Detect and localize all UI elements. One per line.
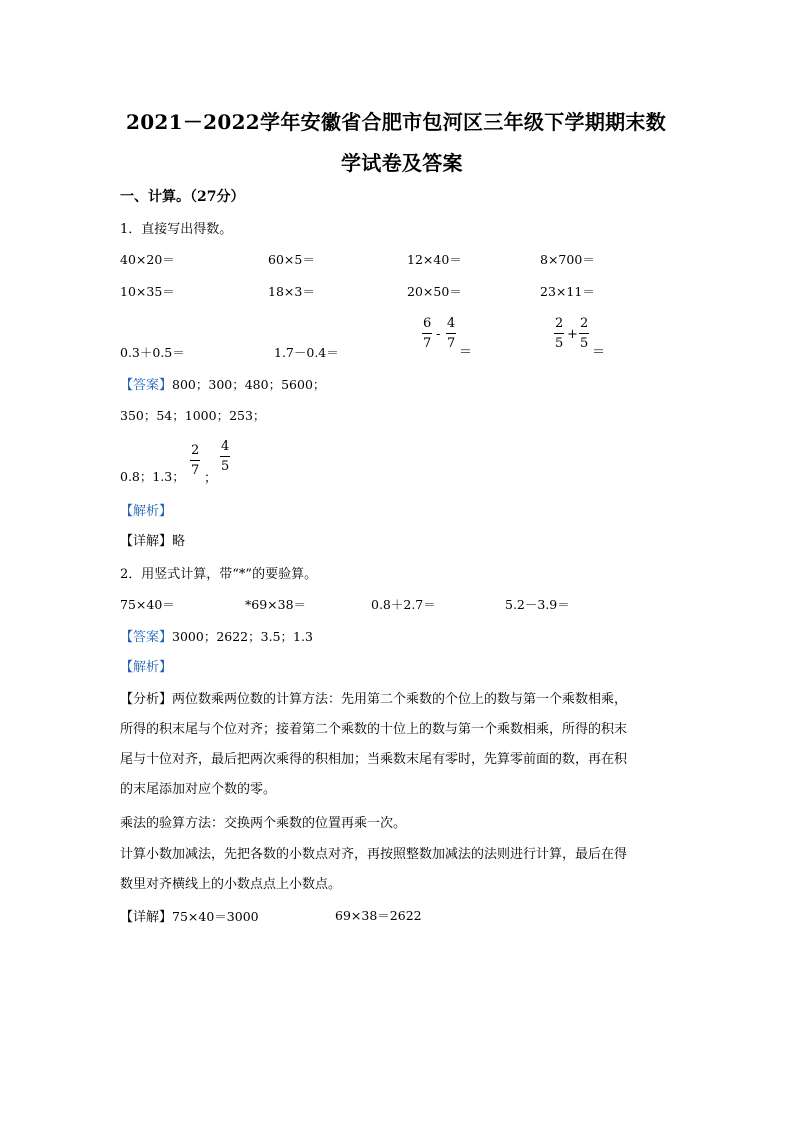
answer-fraction <box>220 440 230 473</box>
q1-answer-line1 <box>120 374 325 393</box>
denominator: 5 <box>555 336 564 351</box>
q2-fenxi-line: 尾与十位对齐，最后把两次乘得的积相加；当乘数末尾有零时，先算零前面的数，再在积 <box>120 752 628 767</box>
q2-item: *69×38＝ <box>245 597 307 612</box>
q1-r1-item: 8×700＝ <box>540 252 595 267</box>
q1-r2-item: 23×11＝ <box>540 284 595 299</box>
q1-r3-item: 0.3＋0.5＝ <box>120 345 185 360</box>
q2-detail <box>120 906 259 925</box>
q1-answer-line2: 350；54；1000；253； <box>120 408 266 423</box>
q2-item: 75×40＝ <box>120 597 175 612</box>
q2-answer <box>120 626 313 645</box>
numerator: 2 <box>580 316 589 331</box>
q1-r2-item: 10×35＝ <box>120 284 175 299</box>
q2-decimal-line: 数里对齐横线上的小数点点上小数点。 <box>120 877 342 892</box>
fenxi-tag: 【分析】 <box>120 692 173 707</box>
q1-r1-item: 60×5＝ <box>268 252 315 267</box>
q1-r2-item: 18×3＝ <box>268 284 315 299</box>
answer-text: 3000；2622；3.5；1.3 <box>172 629 313 644</box>
minus-operator: - <box>436 327 441 342</box>
q1-r3-item: 1.7－0.4＝ <box>274 345 339 360</box>
fenxi-text: 两位数乘两位数的计算方法：先用第二个乘数的个位上的数与第一个乘数相乘， <box>172 692 628 707</box>
numerator: 4 <box>221 439 230 454</box>
q2-detail-2: 69×38＝2622 <box>335 908 422 923</box>
answer-text: 800；300；480；5600； <box>172 377 326 392</box>
fraction <box>422 317 432 350</box>
numerator: 6 <box>423 316 432 331</box>
document-title-line2: 学试卷及答案 <box>341 151 463 175</box>
q2-fenxi-line <box>120 688 627 707</box>
q2-fenxi-line: 的末尾添加对应个数的零。 <box>120 782 277 797</box>
q2-item: 0.8＋2.7＝ <box>371 597 436 612</box>
numerator: 4 <box>447 316 456 331</box>
answer-tag: 【答案】 <box>120 378 173 393</box>
separator: ； <box>204 471 218 486</box>
plus-operator: + <box>567 327 578 342</box>
denominator: 7 <box>191 463 200 478</box>
equals-sign: ＝ <box>459 345 473 360</box>
q2-item: 5.2－3.9＝ <box>505 597 570 612</box>
detail-tag: 【详解】 <box>120 910 173 925</box>
equals-sign: ＝ <box>592 345 606 360</box>
numerator: 2 <box>191 443 200 458</box>
q2-check-method: 乘法的验算方法：交换两个乘数的位置再乘一次。 <box>120 816 407 831</box>
answer-tag: 【答案】 <box>120 630 173 645</box>
q1-prompt: 1．直接写出得数。 <box>120 222 233 237</box>
q2-decimal-line: 计算小数加减法，先把各数的小数点对齐，再按照整数加减法的法则进行计算，最后在得 <box>120 847 628 862</box>
section-heading: 一、计算。（27分） <box>120 189 245 205</box>
detail-tag: 【详解】 <box>120 534 173 549</box>
q1-r1-item: 12×40＝ <box>407 252 462 267</box>
document-title-line1: 2021－2022学年安徽省合肥市包河区三年级下学期期末数 <box>126 110 667 134</box>
answer-fraction <box>190 444 200 477</box>
q1-r1-item: 40×20＝ <box>120 252 175 267</box>
q1-answer-line3: 0.8；1.3； <box>120 469 185 484</box>
detail-text: 75×40＝3000 <box>172 909 259 924</box>
denominator: 7 <box>447 336 456 351</box>
q2-prompt: 2．用竖式计算，带“*”的要验算。 <box>120 567 318 582</box>
detail-text: 略 <box>172 534 186 549</box>
q2-analysis-tag: 【解析】 <box>120 660 173 675</box>
fraction <box>554 317 564 350</box>
q2-fenxi-line: 所得的积末尾与个位对齐；接着第二个乘数的十位上的数与第一个乘数相乘，所得的积末 <box>120 722 628 737</box>
fraction <box>579 317 589 350</box>
q1-detail <box>120 530 185 549</box>
q1-r2-item: 20×50＝ <box>407 284 462 299</box>
fraction <box>446 317 456 350</box>
denominator: 5 <box>221 459 230 474</box>
numerator: 2 <box>555 316 564 331</box>
denominator: 7 <box>423 336 432 351</box>
q1-analysis-tag: 【解析】 <box>120 504 173 519</box>
denominator: 5 <box>580 336 589 351</box>
